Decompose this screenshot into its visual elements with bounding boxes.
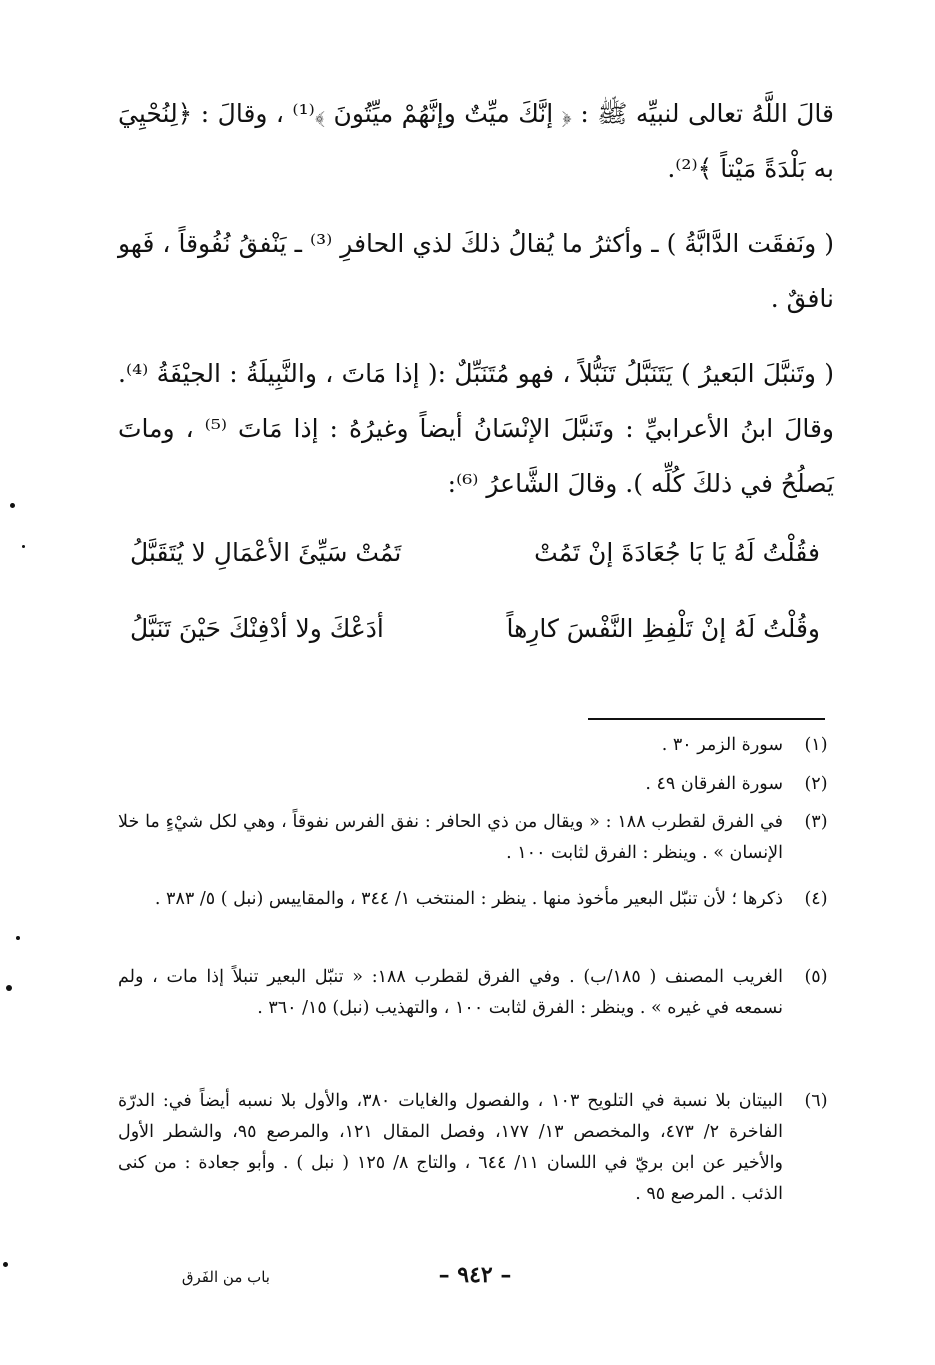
- verse-line-1: [130, 538, 820, 588]
- footnote-1: [118, 730, 835, 761]
- footnote-6: [118, 1086, 835, 1210]
- scan-speck: [10, 503, 15, 508]
- footnote-text: البيتان بلا نسبة في التلويح ١٠٣ ، والفصول والغايات ٣٨٠، والأول بلا نسبه أيضاً في: الدرّة الفاخرة ٢/ ٤٧٣، والمخصص ١٣/ ١٧٧، وفصل المقال ١٢١، والمرصع ٩٥، والشطر الأول والأخير عن ابن بريّ في اللسان ١١/ ٦٤٤ ، والتاج ٨/ ١٢٥ ( نبل ) . وأبو جعادة : من كنى الذئب . المرصع ٩٥ .: [118, 1091, 783, 1204]
- scan-speck: [3, 1262, 8, 1267]
- footnote-5: [118, 962, 835, 1024]
- footnote-number: (٦): [804, 1091, 828, 1111]
- page-number: – ٩٤٢ –: [438, 1262, 512, 1288]
- footnote-3: [118, 807, 835, 869]
- footnote-text: سورة الفرقان ٤٩ .: [645, 774, 783, 794]
- verse-2-first-hemistich: وقُلْتُ لَهُ إنْ تَلْفِظِ النَّفْسَ كارِهاً: [506, 614, 820, 643]
- body-paragraph-3: ( وتَنبَّلَ البَعيرُ ) يَتَنَبَّلُ تَنَبُّلاً ، فهو مُتَنَبِّلٌ :( إذا مَاتَ ، والنَّبِيلَةُ : الجيْفَةُ ⁽⁴⁾. وقالَ ابنُ الأعرابيِّ : وتَنبَّلَ الإنْسَانُ أيضاً وغيرُهُ : إذا مَاتَ ⁽⁵⁾ ، وماتَ يَصلُحُ في ذلكَ كُلِّه ). وقالَ الشَّاعرُ ⁽⁶⁾:: [118, 359, 834, 498]
- scan-speck: [22, 545, 25, 548]
- footnote-number: (٥): [804, 967, 828, 987]
- footnote-number: (١): [804, 735, 828, 755]
- verse-1-second-hemistich: تَمُتْ سَيِّئَ الأعْمَالِ لا يُتَقَبَّلُ: [130, 538, 402, 567]
- scan-speck: [6, 985, 12, 991]
- body-paragraph-1: قالَ اللَّهُ تعالى لنبيِّه ﷺ : ﴿ إنَّكَ ميِّتٌ وإنَّهُمْ ميِّتُونَ ﴾⁽¹⁾ ، وقالَ : ﴿لِنُحْيِيَ به بَلْدَةً مَيْتاً ﴾⁽²⁾.: [118, 99, 834, 183]
- body-paragraph-2: ( ونَفقَت الدَّابَّةُ ) ـ وأكثرُ ما يُقالُ ذلكَ لذي الحافرِ ⁽³⁾ ـ يَنْفقُ نُفُوقاً ، فَهو نافقٌ .: [118, 229, 834, 313]
- scan-speck: [16, 936, 20, 940]
- footnote-2: [118, 769, 835, 800]
- footnote-number: (٤): [804, 889, 828, 909]
- footnote-text: الغريب المصنف ( ١٨٥/ب) . وفي الفرق لقطرب ١٨٨: « تنبّل البعير تنبلاً إذا مات ، ولم نسمعه في غيره » . وينظر : الفرق لثابت ١٠٠ ، والتهذيب (نبل) ١٥/ ٣٦٠ .: [118, 967, 784, 1018]
- footnote-separator: [588, 718, 825, 720]
- verse-2-second-hemistich: أدَعْكَ ولا أدْفِنْكَ حَيْنَ تَنَبَّلُ: [130, 614, 384, 643]
- footnote-number: (٢): [804, 774, 828, 794]
- footnote-4: [118, 884, 835, 915]
- footnote-number: (٣): [804, 812, 828, 832]
- verse-1-first-hemistich: فقُلْتُ لَهُ يَا بَا جُعَادَةَ إنْ تَمُتْ: [534, 538, 820, 567]
- footnote-text: ذكرها ؛ لأن تنبّل البعير مأخوذ منها . ينظر : المنتخب ١/ ٣٤٤ ، والمقاييس (نبل ) ٥/ ٣٨٣ .: [154, 889, 783, 909]
- running-head: باب من الفَرق: [181, 1268, 270, 1286]
- footnote-text: في الفرق لقطرب ١٨٨ : « ويقال من ذي الحافر : نفق الفرس نفوقاً ، وهي لكل شيْءٍ ما خلا الإنسان » . وينظر : الفرق لثابت ١٠٠ .: [118, 812, 783, 863]
- footnote-text: سورة الزمر ٣٠ .: [661, 735, 783, 755]
- verse-line-2: [130, 614, 820, 664]
